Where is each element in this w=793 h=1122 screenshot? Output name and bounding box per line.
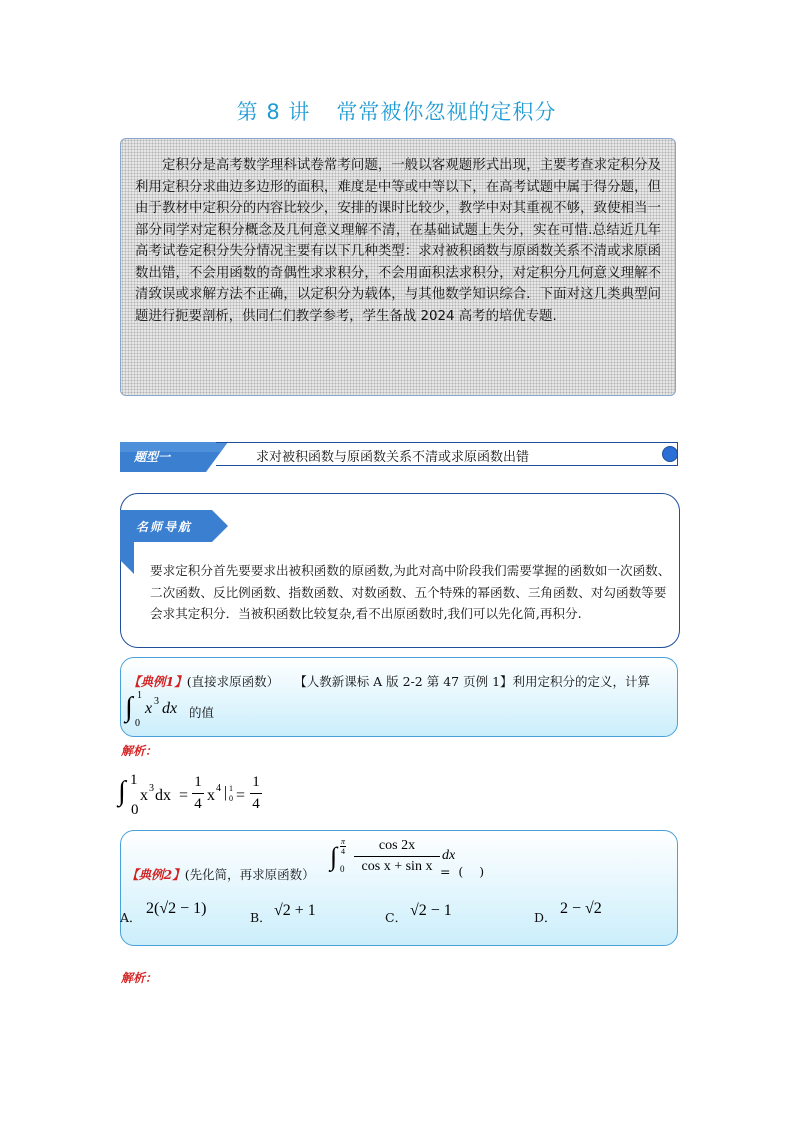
- example-1-note: (直接求原函数）: [186, 674, 280, 689]
- guide-tag-label: 名师导航: [136, 520, 193, 534]
- lecture-title: 常常被你忽视的定积分: [336, 100, 557, 124]
- guide-text: 要求定积分首先要要求出被积函数的原函数,为此对高中阶段我们需要掌握的函数如一次函数、二次函数、反比例函数、指数函数、对数函数、五个特殊的幂函数、三角函数、对勾函数等要会求其定积分．当被积函数比较复杂,看不出原函数时,我们可以先化简,再积分.: [150, 563, 671, 621]
- option-a-value: 2(√2 − 1): [146, 900, 207, 917]
- example-2-line: [126, 864, 315, 883]
- option-c-value: √2 − 1: [410, 902, 452, 919]
- option-c-key: C．: [385, 910, 408, 925]
- lecture-number: 第 8 讲: [236, 100, 311, 124]
- example-1-integral: ∫ 1 0 x 3 dx 的值: [125, 690, 215, 729]
- example-2-integral: ∫ π 4 0 cos 2x cos x + sin x dx: [330, 837, 456, 874]
- example-2-label: 【典例2】: [126, 867, 185, 882]
- option-b-value: √2 + 1: [274, 902, 316, 919]
- type-text: 求对被积函数与原函数关系不清或求原函数出错: [256, 450, 530, 465]
- example-1-source: 【人教新课标 A 版 2-2 第 47 页例 1】利用定积分的定义，计算: [294, 674, 651, 689]
- type-bar: [120, 442, 678, 472]
- type-tag-label: 题型一: [134, 450, 171, 464]
- solution-1-label: 解析：: [121, 744, 158, 758]
- page-title: [0, 96, 793, 126]
- solution-1-equation: ∫ 1 0 x 3 dx = 1 4 x 4 | 1 0 = 1 4: [118, 772, 288, 820]
- example-2-note: (先化简，再求原函数）: [184, 867, 315, 882]
- example-1-label: 【典例1】: [128, 674, 187, 689]
- option-d-key: D．: [534, 910, 557, 925]
- solution-2-label: 解析：: [121, 971, 158, 985]
- intro-paragraph: 定积分是高考数学理科试卷常考问题，一般以客观题形式出现，主要考查求定积分及利用定积分求曲边多边形的面积，难度是中等或中等以下，在高考试题中属于得分题，但由于教材中定积分的内容比较少，安排的课时比较少，教学中对其重视不够，致使相当一部分同学对定积分概念及几何意义理解不清，在基础试题上失分，实在可惜.总结近几年高考试卷定积分失分情况主要有以下几种类型：求对被积函数与原函数关系不清或求原函数出错，不会用函数的奇偶性求求积分，不会用面积法求积分，对定积分几何意义理解不清致误或求解方法不正确，以定积分为载体，与其他数学知识综合．下面对这几类典型问题进行扼要剖析，供同仁们教学参考，学生备战 2024 高考的培优专题.: [135, 158, 661, 324]
- example-1-suffix: 的值: [189, 705, 215, 720]
- intro-box: [120, 138, 676, 396]
- option-d-value: 2 − √2: [560, 900, 602, 917]
- example-2-blank: = ( ): [440, 864, 485, 879]
- option-a-key: A．: [120, 910, 142, 925]
- example-2-options: [120, 900, 678, 926]
- option-b-key: B．: [250, 910, 272, 925]
- circle-dot-icon: [662, 446, 678, 462]
- example-1-line: [128, 671, 650, 690]
